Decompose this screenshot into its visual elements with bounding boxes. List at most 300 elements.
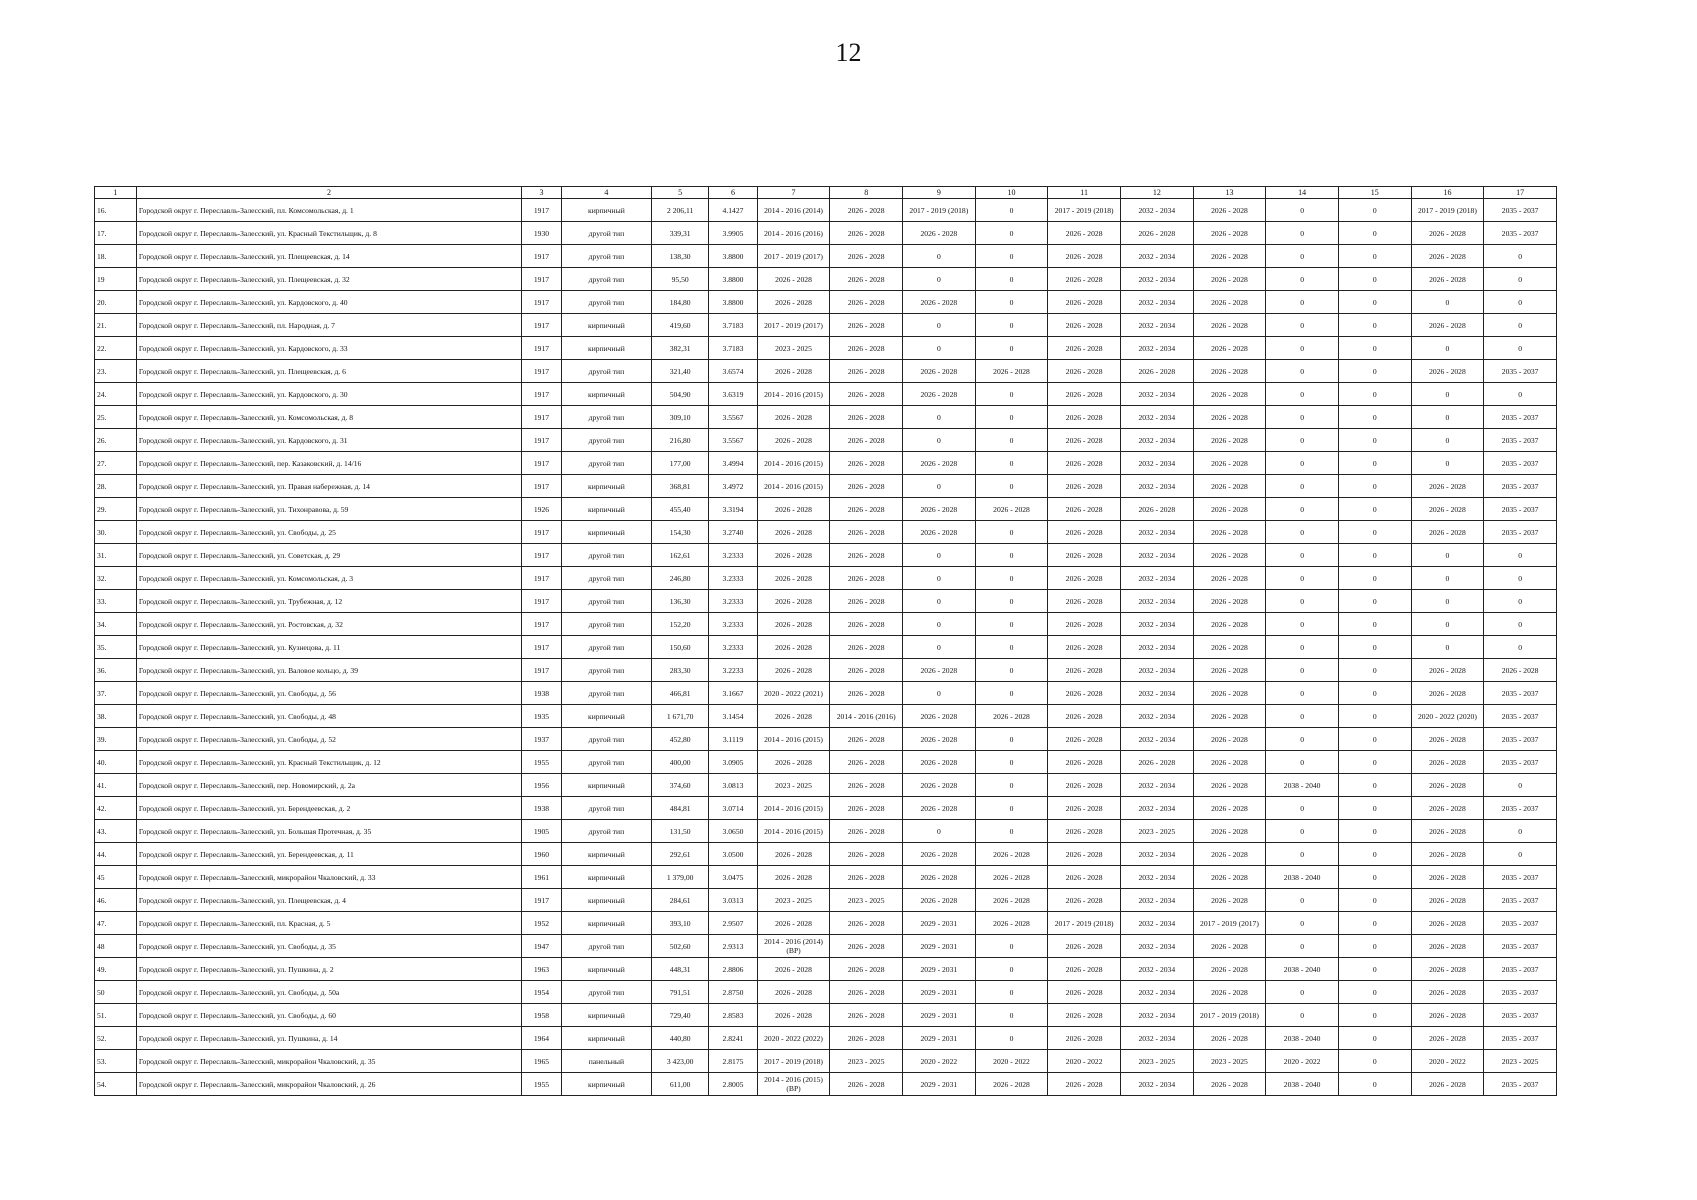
table-row xyxy=(95,199,1557,222)
table-cell: 0 xyxy=(1338,935,1411,958)
table-cell: 2026 - 2028 xyxy=(830,866,903,889)
table-row xyxy=(95,406,1557,429)
table-row xyxy=(95,383,1557,406)
table-cell: 2035 - 2037 xyxy=(1484,406,1557,429)
table-cell: 2032 - 2034 xyxy=(1120,429,1193,452)
table-cell: 2026 - 2028 xyxy=(1193,245,1266,268)
table-cell: другой тип xyxy=(561,590,651,613)
table-cell: 3.0475 xyxy=(709,866,757,889)
column-header: 8 xyxy=(830,187,903,199)
table-row xyxy=(95,590,1557,613)
table-cell: другой тип xyxy=(561,797,651,820)
table-cell: 2032 - 2034 xyxy=(1120,1073,1193,1096)
table-cell: 2029 - 2031 xyxy=(903,1004,976,1027)
table-cell: 2026 - 2028 xyxy=(1411,245,1484,268)
table-cell: 2.8583 xyxy=(709,1004,757,1027)
row-number-cell: 51. xyxy=(95,1004,137,1027)
table-cell: 2032 - 2034 xyxy=(1120,544,1193,567)
table-cell: 2026 - 2028 xyxy=(830,291,903,314)
table-body xyxy=(95,199,1557,1096)
table-row xyxy=(95,475,1557,498)
table-cell: 150,60 xyxy=(652,636,709,659)
table-cell: 2026 - 2028 xyxy=(1048,1027,1121,1050)
table-cell: 2026 - 2028 xyxy=(1048,728,1121,751)
row-number-cell: 52. xyxy=(95,1027,137,1050)
table-cell: 2035 - 2037 xyxy=(1484,222,1557,245)
table-cell: 2026 - 2028 xyxy=(830,521,903,544)
table-cell: 2032 - 2034 xyxy=(1120,567,1193,590)
address-cell: Городской округ г. Переславль-Залесский, ул. Пушкина, д. 14 xyxy=(136,1027,521,1050)
table-cell: 0 xyxy=(975,383,1048,406)
table-cell: 1938 xyxy=(522,797,562,820)
row-number-cell: 18. xyxy=(95,245,137,268)
table-cell: 0 xyxy=(1266,521,1339,544)
table-cell: 3.8800 xyxy=(709,245,757,268)
column-number-row xyxy=(95,187,1557,199)
table-cell: 2026 - 2028 xyxy=(1411,360,1484,383)
table-cell: 2026 - 2028 xyxy=(1193,429,1266,452)
table-cell: 0 xyxy=(1484,820,1557,843)
table-cell: 2035 - 2037 xyxy=(1484,199,1557,222)
table-cell: 0 xyxy=(975,636,1048,659)
table-cell: 0 xyxy=(1338,1073,1411,1096)
table-cell: 2023 - 2025 xyxy=(830,1050,903,1073)
table-cell: 2.9507 xyxy=(709,912,757,935)
capital-repair-table xyxy=(94,186,1557,1096)
table-cell: 2026 - 2028 xyxy=(1048,866,1121,889)
row-number-cell: 30. xyxy=(95,521,137,544)
table-cell: 0 xyxy=(1266,728,1339,751)
table-cell: 2026 - 2028 xyxy=(1193,268,1266,291)
table-cell: 2035 - 2037 xyxy=(1484,429,1557,452)
table-row xyxy=(95,797,1557,820)
column-header: 13 xyxy=(1193,187,1266,199)
table-cell: 177,00 xyxy=(652,452,709,475)
table-cell: 2026 - 2028 xyxy=(1411,314,1484,337)
table-cell: 2026 - 2028 xyxy=(975,360,1048,383)
table-cell: 339,31 xyxy=(652,222,709,245)
table-cell: 2026 - 2028 xyxy=(903,751,976,774)
table-cell: 0 xyxy=(1266,199,1339,222)
table-cell: 2026 - 2028 xyxy=(830,659,903,682)
table-cell: 321,40 xyxy=(652,360,709,383)
table-cell: 2026 - 2028 xyxy=(903,705,976,728)
address-cell: Городской округ г. Переславль-Залесский, ул. Трубежная, д. 12 xyxy=(136,590,521,613)
column-header: 17 xyxy=(1484,187,1557,199)
table-cell: другой тип xyxy=(561,820,651,843)
table-cell: 0 xyxy=(1266,682,1339,705)
table-cell: 2032 - 2034 xyxy=(1120,452,1193,475)
table-cell: 0 xyxy=(903,337,976,360)
table-row xyxy=(95,636,1557,659)
table-cell: 0 xyxy=(975,567,1048,590)
table-cell: 2026 - 2028 xyxy=(1193,291,1266,314)
table-cell: 1917 xyxy=(522,314,562,337)
column-header: 10 xyxy=(975,187,1048,199)
column-header: 2 xyxy=(136,187,521,199)
table-cell: 1917 xyxy=(522,475,562,498)
row-number-cell: 39. xyxy=(95,728,137,751)
table-cell: 2026 - 2028 xyxy=(830,245,903,268)
table-cell: 2023 - 2025 xyxy=(757,889,830,912)
table-cell: 2035 - 2037 xyxy=(1484,935,1557,958)
table-cell: 0 xyxy=(1266,820,1339,843)
table-cell: 0 xyxy=(1338,659,1411,682)
table-cell: другой тип xyxy=(561,222,651,245)
table-cell: 2026 - 2028 xyxy=(1193,383,1266,406)
table-cell: 2026 - 2028 xyxy=(1193,498,1266,521)
table-cell: 374,60 xyxy=(652,774,709,797)
row-number-cell: 41. xyxy=(95,774,137,797)
table-cell: 2014 - 2016 (2015) xyxy=(757,797,830,820)
address-cell: Городской округ г. Переславль-Залесский, микрорайон Чкаловский, д. 35 xyxy=(136,1050,521,1073)
table-cell: другой тип xyxy=(561,567,651,590)
table-cell: 0 xyxy=(1266,383,1339,406)
table-cell: 0 xyxy=(1411,337,1484,360)
table-cell: 2026 - 2028 xyxy=(1193,774,1266,797)
table-cell: 2026 - 2028 xyxy=(975,705,1048,728)
table-cell: 2029 - 2031 xyxy=(903,935,976,958)
table-cell: 1960 xyxy=(522,843,562,866)
table-cell: 1905 xyxy=(522,820,562,843)
table-cell: 2032 - 2034 xyxy=(1120,314,1193,337)
table-row xyxy=(95,452,1557,475)
table-cell: 2026 - 2028 xyxy=(1048,521,1121,544)
table-cell: 1917 xyxy=(522,521,562,544)
table-cell: 2017 - 2019 (2017) xyxy=(757,314,830,337)
table-cell: 2026 - 2028 xyxy=(757,544,830,567)
row-number-cell: 49. xyxy=(95,958,137,981)
table-cell: 2026 - 2028 xyxy=(1048,590,1121,613)
table-cell: 0 xyxy=(1484,291,1557,314)
table-cell: 0 xyxy=(975,475,1048,498)
table-cell: 0 xyxy=(1266,475,1339,498)
table-cell: 0 xyxy=(903,544,976,567)
table-cell: 2026 - 2028 xyxy=(1193,843,1266,866)
table-cell: 448,31 xyxy=(652,958,709,981)
table-cell: 2026 - 2028 xyxy=(757,705,830,728)
table-cell: 0 xyxy=(975,429,1048,452)
table-cell: 0 xyxy=(1338,337,1411,360)
table-cell: 0 xyxy=(1484,590,1557,613)
table-row xyxy=(95,314,1557,337)
table-cell: 2026 - 2028 xyxy=(1193,590,1266,613)
table-cell: 2026 - 2028 xyxy=(975,912,1048,935)
table-cell: 1955 xyxy=(522,751,562,774)
table-cell: 0 xyxy=(1484,544,1557,567)
table-row xyxy=(95,820,1557,843)
address-cell: Городской округ г. Переславль-Залесский, ул. Кардовского, д. 31 xyxy=(136,429,521,452)
table-cell: 2032 - 2034 xyxy=(1120,659,1193,682)
address-cell: Городской округ г. Переславль-Залесский, ул. Берендеевская, д. 11 xyxy=(136,843,521,866)
row-number-cell: 53. xyxy=(95,1050,137,1073)
table-cell: 2020 - 2022 xyxy=(1266,1050,1339,1073)
table-cell: 2026 - 2028 xyxy=(757,751,830,774)
row-number-cell: 40. xyxy=(95,751,137,774)
table-cell: 0 xyxy=(1266,291,1339,314)
table-cell: 2026 - 2028 xyxy=(1048,452,1121,475)
table-cell: 0 xyxy=(975,981,1048,1004)
table-cell: 2026 - 2028 xyxy=(975,498,1048,521)
table-cell: другой тип xyxy=(561,751,651,774)
row-number-cell: 54. xyxy=(95,1073,137,1096)
table-cell: 95,50 xyxy=(652,268,709,291)
row-number-cell: 21. xyxy=(95,314,137,337)
table-cell: 393,10 xyxy=(652,912,709,935)
table-cell: другой тип xyxy=(561,360,651,383)
table-cell: 2026 - 2028 xyxy=(1048,406,1121,429)
table-cell: кирпичный xyxy=(561,1073,651,1096)
table-cell: 2032 - 2034 xyxy=(1120,843,1193,866)
table-cell: другой тип xyxy=(561,728,651,751)
table-row xyxy=(95,705,1557,728)
table-cell: 2026 - 2028 xyxy=(1048,268,1121,291)
table-cell: 2026 - 2028 xyxy=(1048,981,1121,1004)
table-cell: 2032 - 2034 xyxy=(1120,291,1193,314)
table-cell: 400,00 xyxy=(652,751,709,774)
table-cell: 1917 xyxy=(522,590,562,613)
table-row xyxy=(95,429,1557,452)
table-cell: 2.8005 xyxy=(709,1073,757,1096)
table-cell: 2026 - 2028 xyxy=(830,751,903,774)
table-cell: кирпичный xyxy=(561,475,651,498)
table-cell: 466,81 xyxy=(652,682,709,705)
table-cell: 1935 xyxy=(522,705,562,728)
table-cell: 0 xyxy=(975,314,1048,337)
table-cell: 2032 - 2034 xyxy=(1120,797,1193,820)
table-cell: 2020 - 2022 xyxy=(1411,1050,1484,1073)
table-cell: 2026 - 2028 xyxy=(903,843,976,866)
table-cell: 2.8750 xyxy=(709,981,757,1004)
table-cell: 2026 - 2028 xyxy=(1048,682,1121,705)
table-cell: 2026 - 2028 xyxy=(1193,935,1266,958)
table-cell: 2014 - 2016 (2015) xyxy=(757,452,830,475)
table-cell: 2026 - 2028 xyxy=(1120,751,1193,774)
table-cell: 2026 - 2028 xyxy=(1048,383,1121,406)
table-cell: 2026 - 2028 xyxy=(903,498,976,521)
table-cell: 0 xyxy=(1338,590,1411,613)
table-cell: 2026 - 2028 xyxy=(1193,567,1266,590)
table-cell: 136,30 xyxy=(652,590,709,613)
table-cell: 2026 - 2028 xyxy=(830,429,903,452)
table-cell: 2026 - 2028 xyxy=(830,268,903,291)
address-cell: Городской округ г. Переславль-Залесский, ул. Свободы, д. 25 xyxy=(136,521,521,544)
table-cell: 2026 - 2028 xyxy=(1048,291,1121,314)
table-cell: 2026 - 2028 xyxy=(903,383,976,406)
table-cell: 2032 - 2034 xyxy=(1120,1004,1193,1027)
table-cell: 0 xyxy=(1266,981,1339,1004)
table-cell: 2014 - 2016 (2014) xyxy=(757,199,830,222)
table-cell: 2035 - 2037 xyxy=(1484,797,1557,820)
table-cell: 0 xyxy=(903,820,976,843)
table-cell: 2020 - 2022 (2021) xyxy=(757,682,830,705)
table-cell: 2026 - 2028 xyxy=(1048,751,1121,774)
table-cell: 3.2333 xyxy=(709,544,757,567)
table-cell: 2026 - 2028 xyxy=(1193,981,1266,1004)
column-header: 11 xyxy=(1048,187,1121,199)
row-number-cell: 35. xyxy=(95,636,137,659)
address-cell: Городской округ г. Переславль-Залесский, пер. Казаковский, д. 14/16 xyxy=(136,452,521,475)
table-cell: 1954 xyxy=(522,981,562,1004)
table-cell: 0 xyxy=(1338,728,1411,751)
table-cell: 2026 - 2028 xyxy=(1411,866,1484,889)
table-cell: 2026 - 2028 xyxy=(1048,820,1121,843)
table-cell: другой тип xyxy=(561,682,651,705)
table-cell: 2026 - 2028 xyxy=(1411,498,1484,521)
table-cell: 0 xyxy=(1338,314,1411,337)
table-cell: 2026 - 2028 xyxy=(830,475,903,498)
row-number-cell: 27. xyxy=(95,452,137,475)
table-cell: 0 xyxy=(1411,452,1484,475)
table-cell: 2.8241 xyxy=(709,1027,757,1050)
table-cell: 419,60 xyxy=(652,314,709,337)
table-cell: 1956 xyxy=(522,774,562,797)
table-cell: 2026 - 2028 xyxy=(830,590,903,613)
table-cell: 0 xyxy=(1338,636,1411,659)
table-cell: 2026 - 2028 xyxy=(830,613,903,636)
table-cell: 0 xyxy=(975,613,1048,636)
table-cell: кирпичный xyxy=(561,498,651,521)
address-cell: Городской округ г. Переславль-Залесский, ул. Ростовская, д. 32 xyxy=(136,613,521,636)
table-cell: другой тип xyxy=(561,659,651,682)
table-cell: 2026 - 2028 xyxy=(1193,866,1266,889)
table-cell: 2026 - 2028 xyxy=(903,774,976,797)
table-cell: 2026 - 2028 xyxy=(1411,820,1484,843)
address-cell: Городской округ г. Переславль-Залесский, ул. Кардовского, д. 33 xyxy=(136,337,521,360)
table-cell: 2026 - 2028 xyxy=(1048,958,1121,981)
table-cell: 0 xyxy=(975,751,1048,774)
table-cell: 0 xyxy=(975,659,1048,682)
table-cell: другой тип xyxy=(561,981,651,1004)
table-cell: 0 xyxy=(1338,958,1411,981)
table-cell: 2020 - 2022 xyxy=(903,1050,976,1073)
table-cell: 2032 - 2034 xyxy=(1120,245,1193,268)
table-cell: 1958 xyxy=(522,1004,562,1027)
table-cell: 2026 - 2028 xyxy=(1193,797,1266,820)
address-cell: Городской округ г. Переславль-Залесский, пл. Народная, д. 7 xyxy=(136,314,521,337)
table-cell: 1917 xyxy=(522,429,562,452)
table-cell: 1917 xyxy=(522,199,562,222)
address-cell: Городской округ г. Переславль-Залесский, ул. Пушкина, д. 2 xyxy=(136,958,521,981)
row-number-cell: 16. xyxy=(95,199,137,222)
table-cell: 2035 - 2037 xyxy=(1484,498,1557,521)
table-cell: 0 xyxy=(1266,843,1339,866)
table-cell: 1917 xyxy=(522,889,562,912)
table-cell: 0 xyxy=(975,774,1048,797)
table-cell: 3.0813 xyxy=(709,774,757,797)
table-cell: 2014 - 2016 (2015) xyxy=(757,820,830,843)
table-cell: 2026 - 2028 xyxy=(830,728,903,751)
table-cell: кирпичный xyxy=(561,889,651,912)
table-cell: 0 xyxy=(975,452,1048,475)
table-cell: 2026 - 2028 xyxy=(757,912,830,935)
table-cell: 2026 - 2028 xyxy=(1411,797,1484,820)
table-cell: 4.1427 xyxy=(709,199,757,222)
table-cell: 504,90 xyxy=(652,383,709,406)
table-cell: 2026 - 2028 xyxy=(1411,774,1484,797)
table-cell: 2029 - 2031 xyxy=(903,1073,976,1096)
table-cell: 0 xyxy=(1484,843,1557,866)
table-cell: 1952 xyxy=(522,912,562,935)
table-cell: 2032 - 2034 xyxy=(1120,268,1193,291)
table-cell: 0 xyxy=(903,475,976,498)
column-header: 12 xyxy=(1120,187,1193,199)
table-cell: 0 xyxy=(1266,544,1339,567)
table-cell: 2032 - 2034 xyxy=(1120,728,1193,751)
table-cell: 2023 - 2025 xyxy=(757,774,830,797)
table-cell: 0 xyxy=(1411,636,1484,659)
table-cell: 1917 xyxy=(522,245,562,268)
address-cell: Городской округ г. Переславль-Залесский, ул. Свободы, д. 56 xyxy=(136,682,521,705)
table-cell: 2032 - 2034 xyxy=(1120,682,1193,705)
table-cell: 1917 xyxy=(522,636,562,659)
table-cell: 2032 - 2034 xyxy=(1120,475,1193,498)
table-cell: 2032 - 2034 xyxy=(1120,636,1193,659)
row-number-cell: 45 xyxy=(95,866,137,889)
table-row xyxy=(95,728,1557,751)
table-cell: 3.2333 xyxy=(709,590,757,613)
table-cell: 2026 - 2028 xyxy=(830,1073,903,1096)
table-cell: 2026 - 2028 xyxy=(1193,636,1266,659)
table-cell: 0 xyxy=(1338,245,1411,268)
table-cell: 0 xyxy=(1266,705,1339,728)
table-cell: 0 xyxy=(1266,567,1339,590)
address-cell: Городской округ г. Переславль-Залесский, ул. Плещеевская, д. 4 xyxy=(136,889,521,912)
table-cell: 1964 xyxy=(522,1027,562,1050)
table-row xyxy=(95,521,1557,544)
table-cell: 2026 - 2028 xyxy=(1193,337,1266,360)
table-cell: 0 xyxy=(1266,406,1339,429)
table-cell: 2026 - 2028 xyxy=(1120,360,1193,383)
row-number-cell: 42. xyxy=(95,797,137,820)
table-cell: 2026 - 2028 xyxy=(1193,705,1266,728)
table-cell: кирпичный xyxy=(561,958,651,981)
table-cell: 2035 - 2037 xyxy=(1484,682,1557,705)
table-cell: 0 xyxy=(1266,360,1339,383)
table-cell: 0 xyxy=(1484,613,1557,636)
table-cell: 2026 - 2028 xyxy=(975,866,1048,889)
table-cell: 3.2333 xyxy=(709,567,757,590)
table-cell: 138,30 xyxy=(652,245,709,268)
table-cell: 2026 - 2028 xyxy=(1048,475,1121,498)
page-number: 12 xyxy=(835,38,862,67)
address-cell: Городской округ г. Переславль-Залесский, ул. Валовое кольцо, д. 39 xyxy=(136,659,521,682)
table-cell: 2026 - 2028 xyxy=(1193,544,1266,567)
table-cell: 3.1119 xyxy=(709,728,757,751)
table-row xyxy=(95,1004,1557,1027)
table-cell: 2029 - 2031 xyxy=(903,958,976,981)
table-cell: 1 671,70 xyxy=(652,705,709,728)
table-cell: 2032 - 2034 xyxy=(1120,406,1193,429)
table-cell: 0 xyxy=(1338,475,1411,498)
table-cell: 2026 - 2028 xyxy=(1120,222,1193,245)
table-cell: 309,10 xyxy=(652,406,709,429)
table-cell: 0 xyxy=(1338,751,1411,774)
table-cell: 2026 - 2028 xyxy=(1411,751,1484,774)
table-cell: 2017 - 2019 (2018) xyxy=(903,199,976,222)
table-cell: 2026 - 2028 xyxy=(1411,981,1484,1004)
table-cell: 2023 - 2025 xyxy=(830,889,903,912)
table-cell: 0 xyxy=(1338,383,1411,406)
table-cell: другой тип xyxy=(561,406,651,429)
table-cell: 2026 - 2028 xyxy=(757,590,830,613)
address-cell: Городской округ г. Переславль-Залесский, ул. Свободы, д. 35 xyxy=(136,935,521,958)
table-cell: 3.6319 xyxy=(709,383,757,406)
table-cell: 0 xyxy=(1266,1004,1339,1027)
table-cell: 2026 - 2028 xyxy=(1193,199,1266,222)
table-cell: 0 xyxy=(1338,1050,1411,1073)
table-row xyxy=(95,981,1557,1004)
